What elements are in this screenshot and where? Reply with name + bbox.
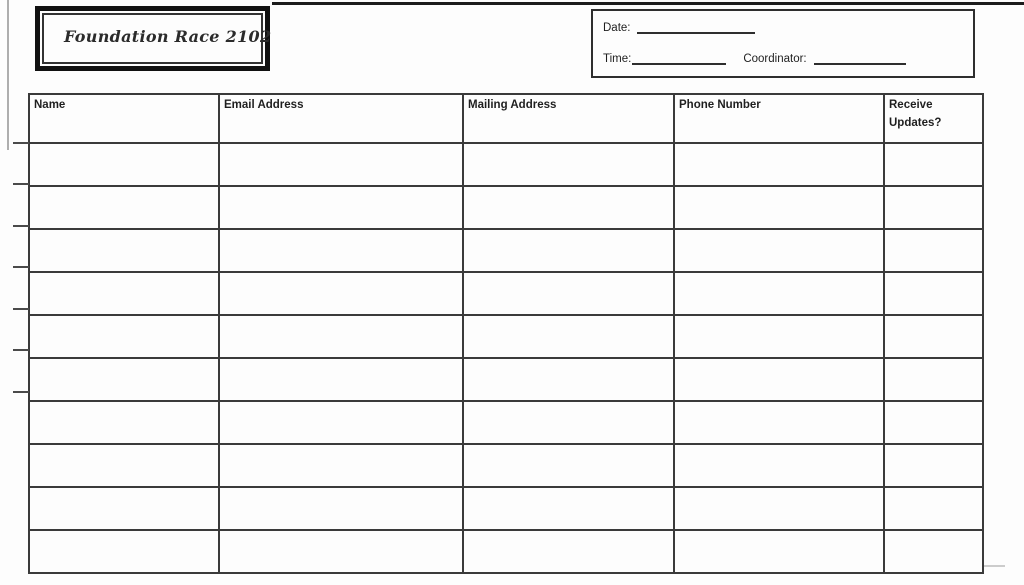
table-cell <box>463 401 674 444</box>
table-cell <box>884 143 983 186</box>
table-cell <box>884 358 983 401</box>
table-cell <box>29 487 219 530</box>
table-cell <box>674 229 884 272</box>
column-header: Mailing Address <box>463 94 674 143</box>
table-cell <box>463 444 674 487</box>
table-cell <box>219 487 463 530</box>
table-cell <box>674 143 884 186</box>
column-header: Name <box>29 94 219 143</box>
time-blank-line <box>632 50 726 65</box>
table-cell <box>674 401 884 444</box>
table-cell <box>29 315 219 358</box>
table-cell <box>29 401 219 444</box>
table-cell <box>29 358 219 401</box>
table-cell <box>674 358 884 401</box>
table-row <box>29 530 983 573</box>
table-header-row <box>29 94 983 143</box>
table-cell <box>29 444 219 487</box>
table-cell <box>884 487 983 530</box>
table-cell <box>219 444 463 487</box>
table-cell <box>463 358 674 401</box>
coordinator-blank-line <box>814 50 906 65</box>
table-row <box>29 401 983 444</box>
table-cell <box>219 186 463 229</box>
table-row <box>29 143 983 186</box>
table-cell <box>29 186 219 229</box>
table-cell <box>219 315 463 358</box>
page-title: Foundation Race 2102 <box>64 27 272 46</box>
table-cell <box>674 315 884 358</box>
table-body <box>29 143 983 573</box>
table-cell <box>884 229 983 272</box>
column-header: Email Address <box>219 94 463 143</box>
table-cell <box>463 143 674 186</box>
row-line-stub <box>13 225 29 227</box>
date-blank-line <box>637 19 755 34</box>
table-cell <box>29 143 219 186</box>
table-cell <box>674 186 884 229</box>
table-row <box>29 487 983 530</box>
time-label: Time: <box>603 53 632 65</box>
table-row <box>29 272 983 315</box>
table-cell <box>219 229 463 272</box>
row-line-stub <box>13 183 29 185</box>
table-cell <box>884 401 983 444</box>
column-header: Phone Number <box>674 94 884 143</box>
top-edge-line <box>272 2 1024 5</box>
date-label: Date: <box>603 22 631 34</box>
coordinator-label: Coordinator: <box>743 53 807 65</box>
table-cell <box>884 272 983 315</box>
table-cell <box>674 444 884 487</box>
title-box-inner <box>42 13 272 64</box>
table-row <box>29 358 983 401</box>
event-info-box <box>591 9 975 78</box>
table-cell <box>463 315 674 358</box>
table-cell <box>463 272 674 315</box>
table-cell <box>463 186 674 229</box>
table-cell <box>674 272 884 315</box>
table-cell <box>884 315 983 358</box>
table-cell <box>674 487 884 530</box>
table-cell <box>463 229 674 272</box>
table-cell <box>884 444 983 487</box>
left-edge-line <box>7 0 9 150</box>
table-cell <box>29 229 219 272</box>
table-row <box>29 444 983 487</box>
table-cell <box>884 186 983 229</box>
table-cell <box>674 530 884 573</box>
table-cell <box>219 358 463 401</box>
title-box <box>35 6 270 71</box>
table-cell <box>219 401 463 444</box>
table-cell <box>219 272 463 315</box>
signup-table <box>28 93 984 574</box>
table-row <box>29 229 983 272</box>
date-line <box>603 19 755 34</box>
row-line-stub <box>13 349 29 351</box>
time-coordinator-line <box>603 50 906 65</box>
table-header <box>29 94 983 143</box>
row-line-stub <box>13 308 29 310</box>
table-cell <box>29 272 219 315</box>
table-row <box>29 186 983 229</box>
row-line-stub <box>13 391 29 393</box>
row-line-stub <box>13 266 29 268</box>
table-cell <box>463 487 674 530</box>
table-cell <box>884 530 983 573</box>
column-header: Receive Updates? <box>884 94 983 143</box>
row-line-stub <box>13 142 29 144</box>
table-row <box>29 315 983 358</box>
table-cell <box>463 530 674 573</box>
table-cell <box>29 530 219 573</box>
table-cell <box>219 143 463 186</box>
table-cell <box>219 530 463 573</box>
